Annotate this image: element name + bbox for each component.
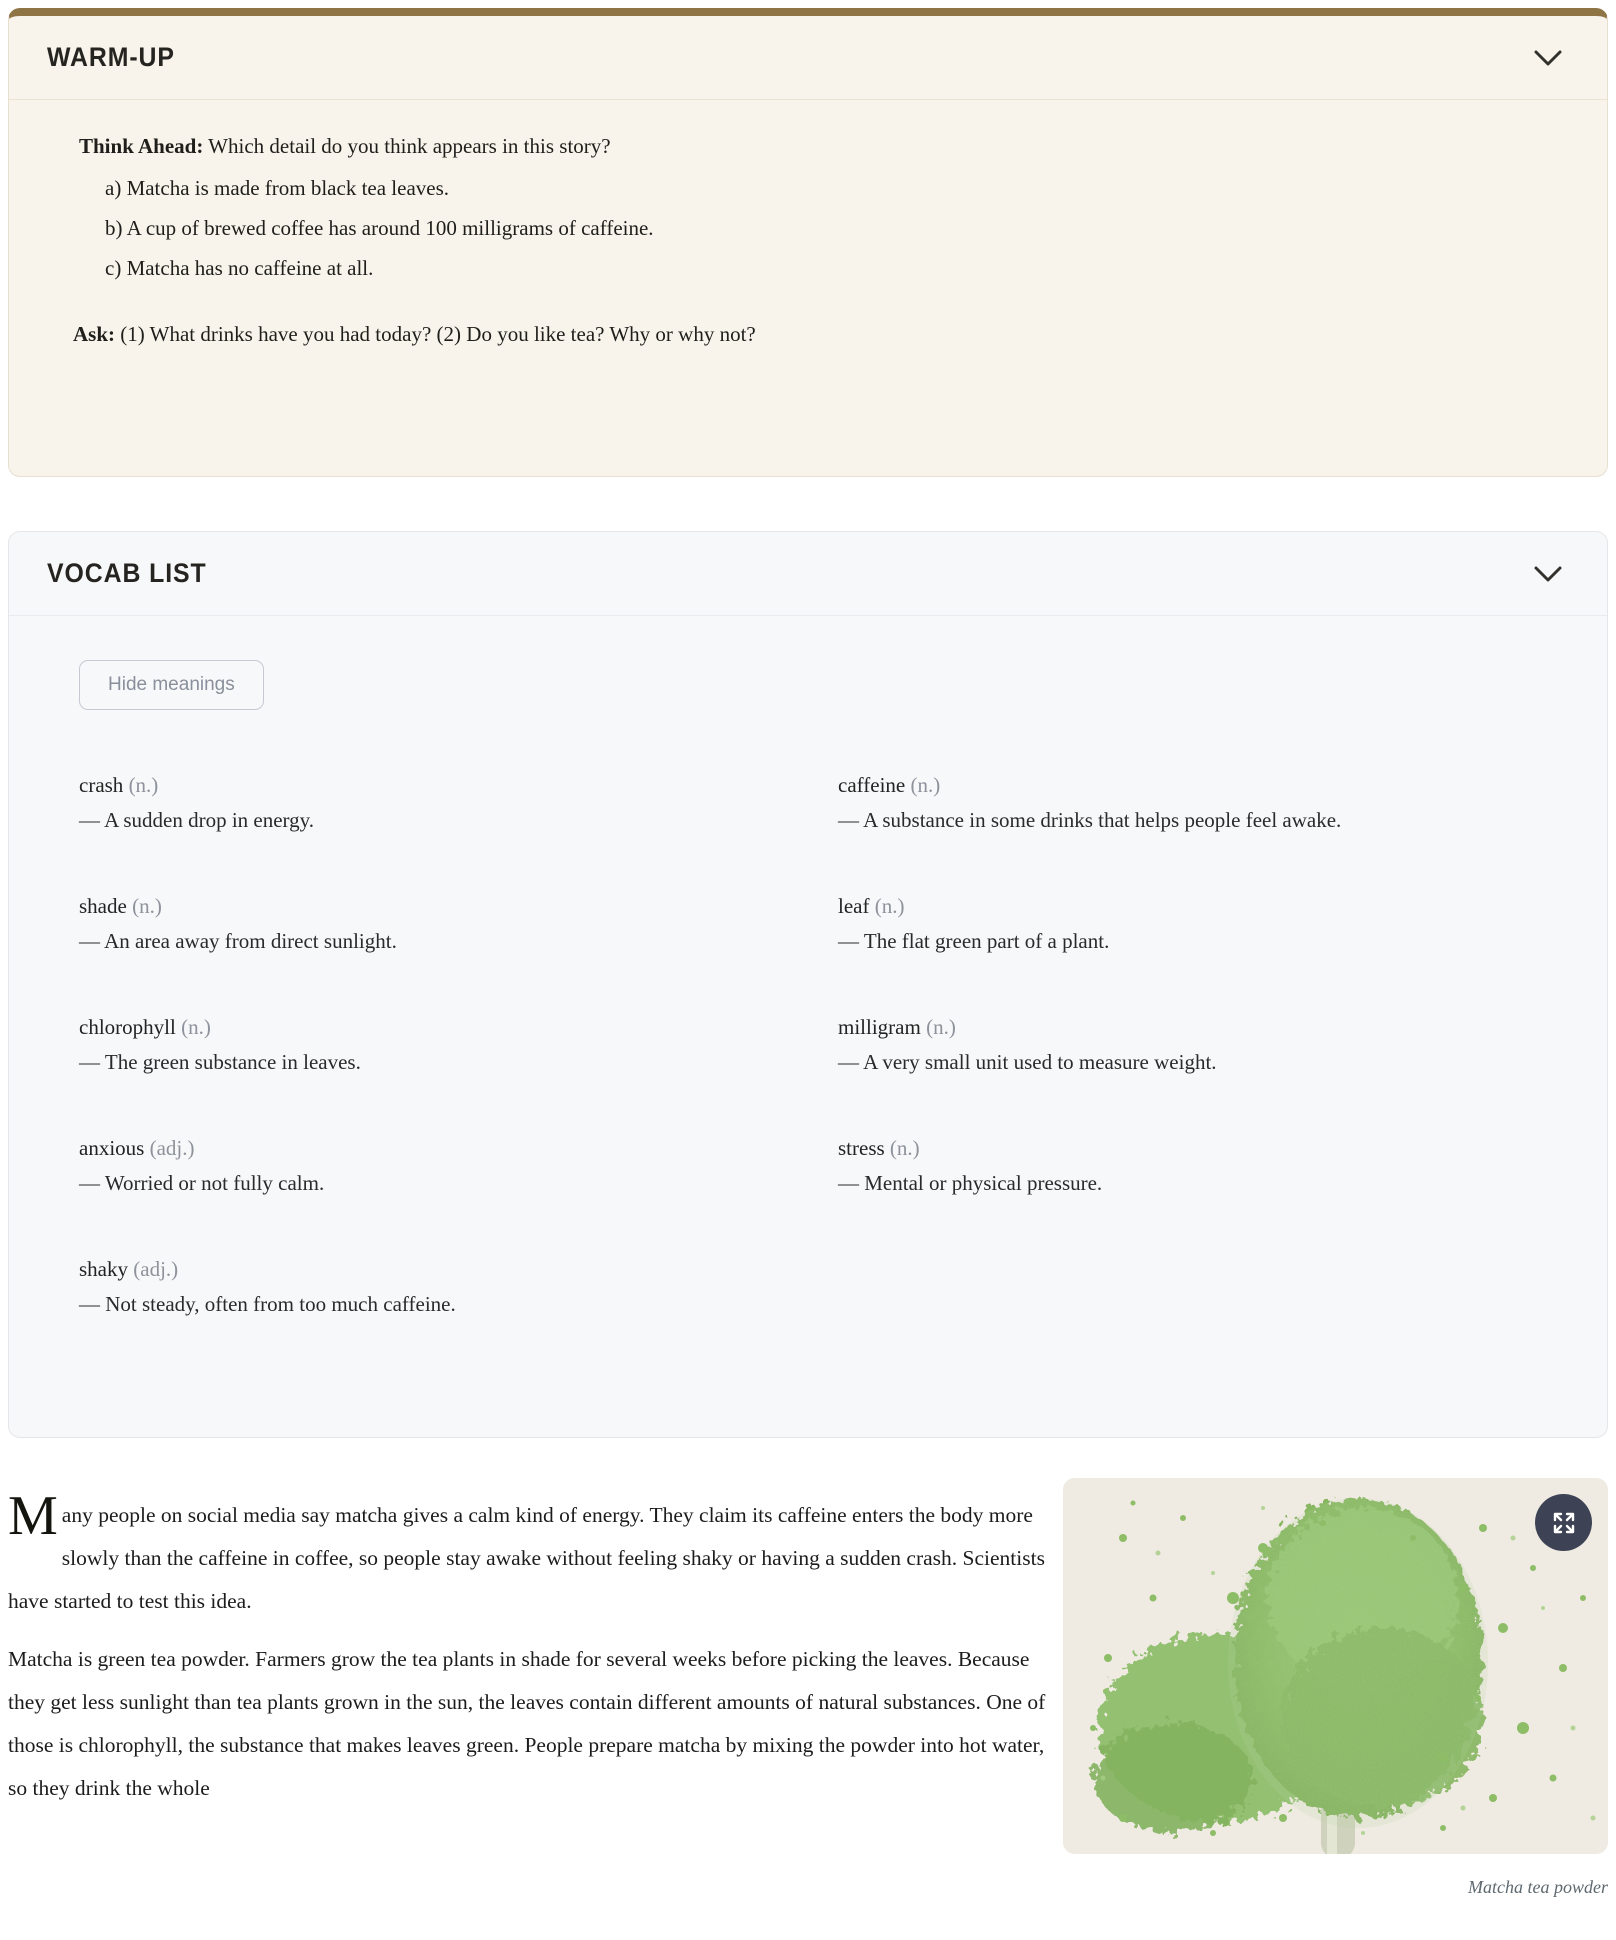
- article-figure: [1063, 1478, 1608, 1898]
- vocab-definition: — The flat green part of a plant.: [838, 929, 1110, 953]
- vocab-word: leaf: [838, 894, 870, 918]
- vocab-pos: (n.): [175, 1015, 211, 1039]
- hide-meanings-button[interactable]: Hide meanings: [79, 660, 264, 710]
- vocab-header[interactable]: [9, 532, 1607, 616]
- vocab-card: [8, 531, 1608, 1438]
- ask-line: [73, 314, 1551, 354]
- option-b: b) A cup of brewed coffee has around 100 milligrams of caffeine.: [105, 216, 654, 240]
- vocab-title: VOCAB LIST: [47, 558, 207, 588]
- vocab-word: stress: [838, 1136, 885, 1160]
- vocab-word: chlorophyll: [79, 1015, 176, 1039]
- vocab-pos: (n.): [869, 894, 905, 918]
- paragraph-1-text: any people on social media say matcha gives a calm kind of energy. They claim its caffeine enters the body more slowly than the caffeine in coffee, so people stay awake without feeling shaky or having a sudden crash. Scientists have started to test this idea.: [8, 1503, 1045, 1613]
- think-ahead-question: Which detail do you think appears in this story?: [203, 134, 611, 158]
- think-ahead-line: [79, 126, 1551, 166]
- vocab-entry: [79, 770, 778, 835]
- article-paragraph-2: Matcha is green tea powder. Farmers grow the tea plants in shade for several weeks before picking the leaves. Because they get less sunlight than tea plants grown in the sun, the leaves contain different amounts of natural substances. One of those is chlorophyll, the substance that makes leaves green. People prepare matcha by mixing the powder into hot water, so they drink the whole: [8, 1647, 1046, 1800]
- think-ahead-label: Think Ahead:: [79, 134, 204, 158]
- vocab-grid: [79, 770, 1537, 1319]
- vocab-pos: (adj.): [144, 1136, 195, 1160]
- chevron-down-icon[interactable]: [1533, 565, 1563, 583]
- vocab-pos: (n.): [920, 1015, 956, 1039]
- warmup-title: WARM-UP: [47, 42, 175, 72]
- vocab-definition: — The green substance in leaves.: [79, 1050, 361, 1074]
- vocab-word: crash: [79, 773, 124, 797]
- vocab-entry: [79, 1012, 778, 1077]
- vocab-entry: [838, 1012, 1537, 1077]
- ask-label: Ask:: [73, 322, 116, 346]
- think-ahead-options: [105, 168, 1551, 288]
- vocab-pos: (n.): [884, 1136, 920, 1160]
- vocab-definition: — Worried or not fully calm.: [79, 1171, 325, 1195]
- expand-icon: [1551, 1510, 1577, 1536]
- vocab-word: shaky: [79, 1257, 128, 1281]
- warmup-card: [8, 8, 1608, 477]
- vocab-word: anxious: [79, 1136, 145, 1160]
- ask-text: (1) What drinks have you had today? (2) Do you like tea? Why or why not?: [115, 322, 756, 346]
- vocab-definition: — Mental or physical pressure.: [838, 1171, 1103, 1195]
- vocab-definition: — A very small unit used to measure weight.: [838, 1050, 1217, 1074]
- option-a: a) Matcha is made from black tea leaves.: [105, 176, 450, 200]
- vocab-word: shade: [79, 894, 127, 918]
- vocab-definition: — A substance in some drinks that helps people feel awake.: [838, 808, 1342, 832]
- article-section: [0, 1478, 1616, 1898]
- vocab-definition: — An area away from direct sunlight.: [79, 929, 397, 953]
- vocab-pos: (n.): [905, 773, 941, 797]
- vocab-body: [9, 616, 1607, 1437]
- vocab-entry: [838, 770, 1537, 835]
- vocab-word: caffeine: [838, 773, 906, 797]
- expand-image-button[interactable]: [1535, 1494, 1592, 1551]
- article-paragraph-1: [8, 1485, 1048, 1623]
- article-text: [8, 1485, 1048, 1810]
- vocab-pos: (n.): [126, 894, 162, 918]
- option-c: c) Matcha has no caffeine at all.: [105, 256, 374, 280]
- vocab-entry: [79, 1133, 778, 1198]
- vocab-entry: [838, 1133, 1537, 1198]
- vocab-definition: — Not steady, often from too much caffeine.: [79, 1292, 456, 1316]
- vocab-entry: [838, 891, 1537, 956]
- image-caption: Matcha tea powder: [1468, 1877, 1608, 1897]
- warmup-body: [9, 100, 1607, 476]
- matcha-photo-illustration: [1063, 1478, 1608, 1854]
- matcha-photo: [1063, 1478, 1608, 1854]
- vocab-pos: (n.): [123, 773, 159, 797]
- vocab-pos: (adj.): [128, 1257, 179, 1281]
- vocab-entry: [79, 891, 778, 956]
- vocab-definition: — A sudden drop in energy.: [79, 808, 315, 832]
- dropcap: M: [8, 1485, 58, 1547]
- vocab-word: milligram: [838, 1015, 921, 1039]
- warmup-header[interactable]: [9, 16, 1607, 100]
- chevron-down-icon[interactable]: [1533, 49, 1563, 67]
- vocab-entry: [79, 1254, 778, 1319]
